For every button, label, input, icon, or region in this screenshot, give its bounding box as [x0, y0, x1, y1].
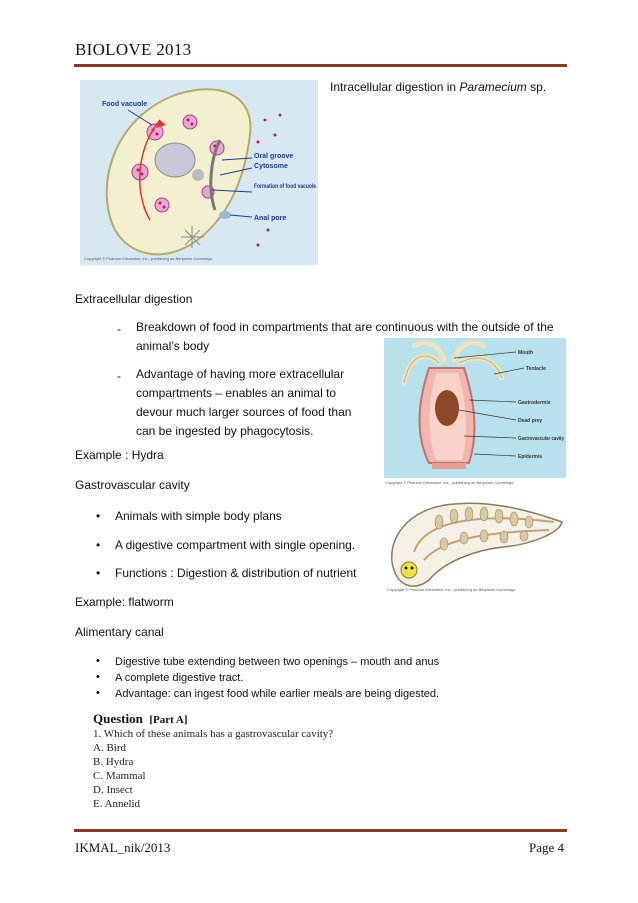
alimentary-item-1: Digestive tube extending between two openings – mouth and anus [115, 656, 440, 668]
example-flatworm: Example: flatworm [75, 595, 174, 609]
gastrovascular-item-2: A digestive compartment with single opening. [115, 538, 356, 552]
extracellular-item-2: Advantage of having more extracellular compartments – enables an animal to devour much larger sources of food than can be ingested by phagocytosis. [136, 367, 352, 438]
question-part: [Part A] [149, 714, 188, 726]
extracellular-item-1: Breakdown of food in compartments that are continuous with the outside of the animal’s body [136, 320, 554, 353]
caption-suffix: sp. [526, 80, 547, 94]
label-tentacle: Tentacle [526, 366, 546, 372]
hydra-figure [384, 338, 566, 478]
bullet-marker: • [96, 538, 101, 552]
bullet-marker: • [96, 566, 101, 580]
gastrovascular-item-3: Functions : Digestion & distribution of nutrient [115, 566, 357, 580]
label-gv-cavity: Gastrovascular cavity [518, 436, 565, 442]
option-a: A. Bird [93, 742, 126, 754]
heading-extracellular: Extracellular digestion [75, 292, 193, 306]
heading-alimentary: Alimentary canal [75, 625, 164, 639]
label-dead-prey: Dead prey [518, 418, 543, 424]
footer-page-number: Page 4 [529, 840, 565, 855]
label-cytosome: Cytosome [254, 163, 288, 170]
heading-gastrovascular: Gastrovascular cavity [75, 478, 190, 492]
hydra-copyright: Copyright © Pearson Education, Inc., publishing as Benjamin Cummings [385, 480, 514, 485]
label-epidermis: Epidermis [518, 454, 543, 460]
option-e: E. Annelid [93, 798, 141, 810]
label-anal-pore: Anal pore [254, 215, 287, 222]
question-text: 1. Which of these animals has a gastrovascular cavity? [93, 728, 334, 740]
footer-left: IKMAL_nik/2013 [75, 840, 171, 855]
flatworm-figure [384, 492, 566, 592]
question-title: Question [93, 711, 143, 726]
bullet-marker: • [96, 509, 101, 523]
page-header-title: BIOLOVE 2013 [75, 40, 192, 59]
option-b: B. Hydra [93, 756, 134, 768]
paramecium-figure [80, 80, 318, 265]
label-gastrodermis: Gastrodermis [518, 400, 551, 406]
paramecium-caption [330, 80, 546, 94]
header-rule [74, 64, 567, 67]
dash-marker: - [117, 369, 121, 383]
gastrovascular-item-1: Animals with simple body plans [115, 509, 282, 523]
question-block [93, 711, 333, 811]
bullet-marker: • [96, 655, 100, 667]
option-c: C. Mammal [93, 770, 146, 782]
question-heading [93, 711, 333, 727]
label-food-vacuole: Food vacuole [102, 101, 148, 108]
caption-species: Paramecium [459, 80, 527, 94]
label-formation: Formation of food vacuole [254, 184, 317, 190]
flatworm-copyright: Copyright © Pearson Education, Inc., publishing as Benjamin Cummings [387, 587, 516, 592]
option-d: D. Insect [93, 784, 133, 796]
alimentary-item-3: Advantage: can ingest food while earlier meals are being digested. [115, 688, 440, 700]
bullet-marker: • [96, 687, 100, 699]
dash-marker: - [117, 322, 121, 336]
footer-rule [74, 829, 567, 832]
label-oral-groove: Oral groove [254, 153, 294, 160]
label-mouth: Mouth [518, 350, 533, 356]
bullet-marker: • [96, 671, 100, 683]
paramecium-copyright: Copyright © Pearson Education, Inc., publishing as Benjamin Cummings [84, 256, 213, 261]
caption-prefix: Intracellular digestion in [330, 80, 460, 94]
alimentary-item-2: A complete digestive tract. [115, 672, 244, 684]
example-hydra: Example : Hydra [75, 448, 164, 462]
